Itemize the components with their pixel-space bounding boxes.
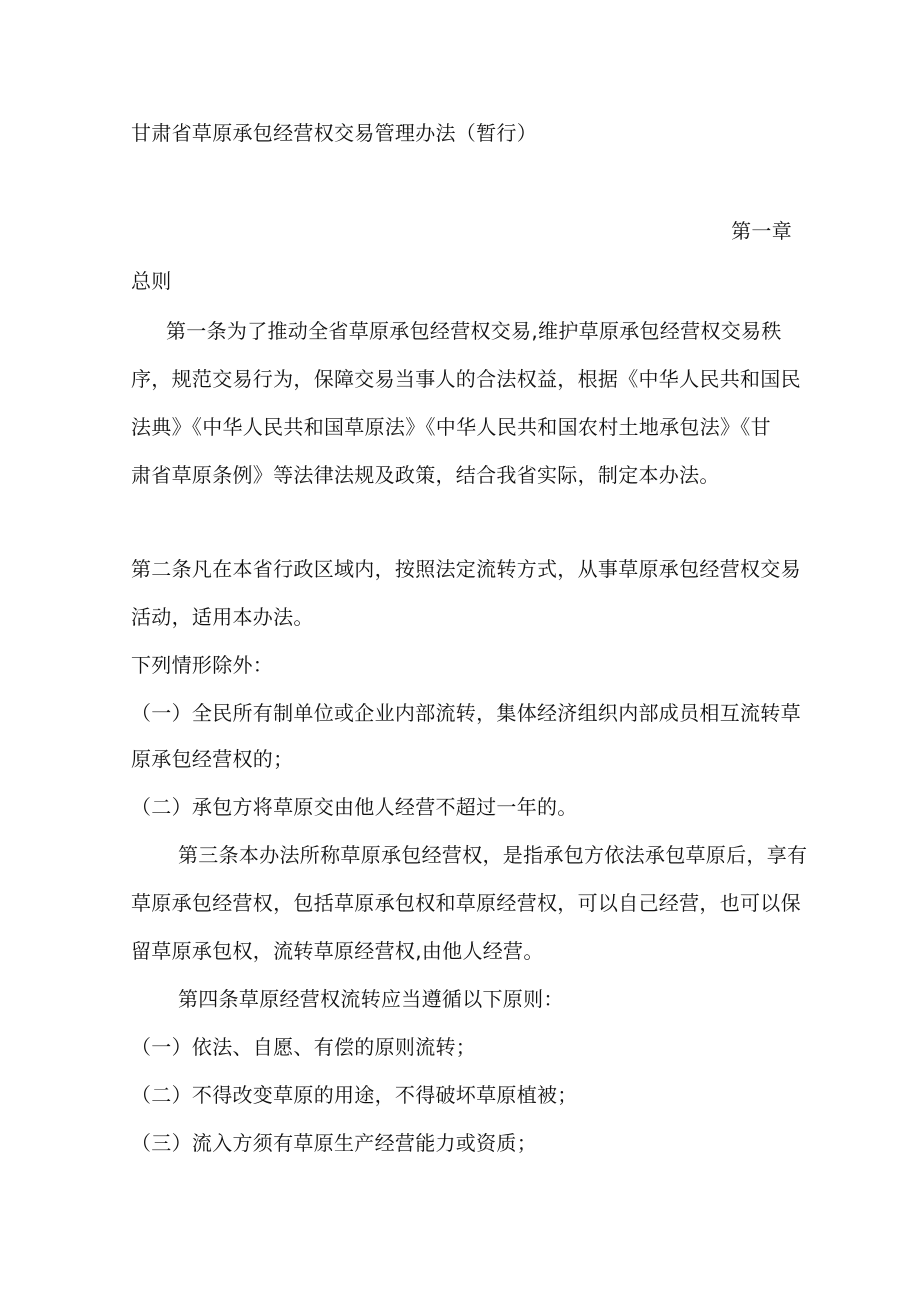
chapter-name: 总则 <box>131 269 172 293</box>
paragraph-line: 第一条为了推动全省草原承包经营权交易,维护草原承包经营权交易秩 <box>166 319 782 343</box>
paragraph-line: 下列情形除外： <box>131 653 274 677</box>
paragraph-line: 法典》《中华人民共和国草原法》《中华人民共和国农村土地承包法》《甘 <box>131 415 771 439</box>
paragraph-line: （二）承包方将草原交由他人经营不超过一年的。 <box>131 795 578 819</box>
paragraph-line: （一）全民所有制单位或企业内部流转，集体经济组织内部成员相互流转草 <box>131 701 801 725</box>
paragraph-line: （二）不得改变草原的用途，不得破坏草原植被； <box>131 1083 578 1107</box>
paragraph-line: 原承包经营权的； <box>131 747 294 771</box>
paragraph-line: 草原承包经营权，包括草原承包权和草原经营权，可以自己经营，也可以保 <box>131 891 801 915</box>
paragraph-line: 活动，适用本办法。 <box>131 605 314 629</box>
paragraph-line: （一）依法、自愿、有偿的原则流转； <box>131 1035 477 1059</box>
chapter-heading: 第一章 <box>731 219 792 243</box>
paragraph-line: 第四条草原经营权流转应当遵循以下原则： <box>178 987 564 1011</box>
paragraph-line: 第三条本办法所称草原承包经营权，是指承包方依法承包草原后，享有 <box>178 843 808 867</box>
paragraph-line: 留草原承包权，流转草原经营权,由他人经营。 <box>131 939 544 963</box>
paragraph-line: 第二条凡在本省行政区域内，按照法定流转方式，从事草原承包经营权交易 <box>131 557 801 581</box>
paragraph-line: 序，规范交易行为，保障交易当事人的合法权益，根据《中华人民共和国民 <box>131 367 801 391</box>
document-title: 甘肃省草原承包经营权交易管理办法（暂行） <box>131 121 537 145</box>
paragraph-line: （三）流入方须有草原生产经营能力或资质； <box>131 1131 537 1155</box>
paragraph-line: 肃省草原条例》等法律法规及政策，结合我省实际，制定本办法。 <box>131 463 720 487</box>
